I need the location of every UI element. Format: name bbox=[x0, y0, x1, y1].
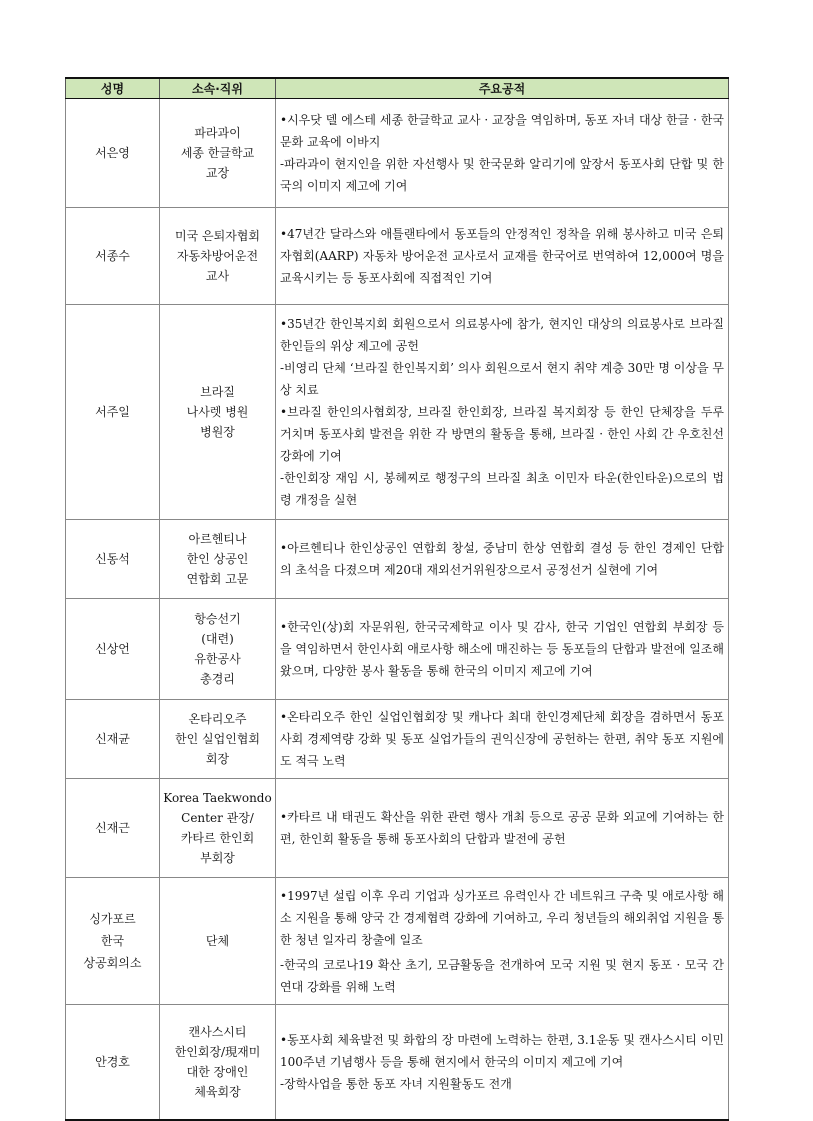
achievement-paragraph: •시우닷 델 에스테 세종 한글학교 교사 · 교장을 역임하며, 동포 자녀 대상 한글 · 한국 문화 교육에 이바지 bbox=[280, 113, 724, 149]
affiliation-line: 한인 상공인 bbox=[186, 552, 249, 566]
table-row bbox=[66, 208, 729, 305]
name-line: 신재균 bbox=[95, 732, 130, 746]
achievement-paragraph: -비영리 단체 ‘브라질 한인복지회’ 의사 회원으로서 현지 취약 계층 30만 명 이상을 무상 치료 bbox=[280, 361, 724, 397]
table-row bbox=[66, 779, 729, 878]
affiliation-line: 아르헨티나 bbox=[188, 532, 247, 546]
achievement-cell bbox=[276, 779, 729, 878]
name-line: 서주일 bbox=[95, 405, 130, 419]
affiliation-line: 캔사스시티 bbox=[188, 1025, 247, 1039]
achievement-paragraph: •한국인(상)회 자문위원, 한국국제학교 이사 및 감사, 한국 기업인 연합회 부회장 등을 역임하면서 한인사회 애로사항 해소에 매진하는 등 동포들의 단합과 발전에 일조해 왔으며, 다양한 봉사 활동을 통해 한국의 이미지 제고에 기여 bbox=[280, 620, 724, 678]
achievement-paragraph: -한인회장 재임 시, 봉헤찌로 행정구의 브라질 최초 이민자 타운(한인타운)으로의 법령 개정을 실현 bbox=[280, 471, 724, 507]
affiliation-line: 나사렛 병원 bbox=[186, 405, 249, 419]
achievement-paragraph: •온타리오주 한인 실업인협회장 및 캐나다 최대 한인경제단체 회장을 겸하면서 동포사회 경제역량 강화 및 동포 실업가들의 권익신장에 공헌하는 한편, 취약 동포 지원에도 적극 노력 bbox=[280, 710, 724, 768]
header-achievements: 주요공적 bbox=[276, 78, 729, 99]
affiliation-line: 카타르 한인회 bbox=[180, 831, 255, 845]
achievement-cell bbox=[276, 1005, 729, 1121]
name-line: 상공회의소 bbox=[83, 956, 142, 970]
achievement-paragraph: -파라과이 현지인을 위한 자선행사 및 한국문화 알리기에 앞장서 동포사회 단합 및 한국의 이미지 제고에 기여 bbox=[280, 157, 724, 193]
name-cell bbox=[66, 520, 160, 599]
achievement-cell bbox=[276, 599, 729, 700]
affiliation-line: 세종 한글학교 bbox=[180, 146, 255, 160]
affiliation-cell bbox=[160, 779, 276, 878]
name-line: 싱가포르 bbox=[89, 912, 136, 926]
affiliation-line: Korea Taekwondo bbox=[163, 791, 272, 805]
achievement-paragraph: •47년간 달라스와 애틀랜타에서 동포들의 안정적인 정착을 위해 봉사하고 미국 은퇴자협회(AARP) 자동차 방어운전 교사로서 교재를 한국어로 번역하여 12,000여 명을 교육시키는 등 동포사회에 직접적인 기여 bbox=[280, 227, 724, 285]
name-cell bbox=[66, 599, 160, 700]
achievement-paragraph: •브라질 한인의사협회장, 브라질 한인회장, 브라질 복지회장 등 한인 단체장을 두루 거치며 동포사회 발전을 위한 각 방면의 활동을 통해, 브라질 · 한인 사회 간 우호친선 강화에 기여 bbox=[280, 405, 724, 463]
achievement-paragraph: •카타르 내 태권도 확산을 위한 관련 행사 개최 등으로 공공 문화 외교에 기여하는 한편, 한인회 활동을 통해 동포사회의 단합과 발전에 공헌 bbox=[280, 810, 724, 846]
affiliation-cell bbox=[160, 99, 276, 208]
affiliation-cell bbox=[160, 700, 276, 779]
achievement-cell bbox=[276, 878, 729, 1005]
affiliation-cell bbox=[160, 599, 276, 700]
achievement-paragraph: •동포사회 체육발전 및 화합의 장 마련에 노력하는 한편, 3.1운동 및 캔사스시티 이민 100주년 기념행사 등을 통해 현지에서 한국의 이미지 제고에 기여 bbox=[280, 1033, 724, 1069]
name-line: 신재근 bbox=[95, 821, 130, 835]
table-row bbox=[66, 878, 729, 1005]
achievement-paragraph: •아르헨티나 한인상공인 연합회 창설, 중남미 한상 연합회 결성 등 한인 경제인 단합의 초석을 다졌으며 제20대 재외선거위원장으로서 공정선거 실현에 기여 bbox=[280, 541, 724, 577]
achievement-cell bbox=[276, 208, 729, 305]
affiliation-cell bbox=[160, 878, 276, 1005]
affiliation-line: 병원장 bbox=[200, 425, 235, 439]
affiliation-line: 대한 장애인 bbox=[186, 1065, 249, 1079]
affiliation-cell bbox=[160, 520, 276, 599]
header-name: 성명 bbox=[66, 78, 160, 99]
name-cell bbox=[66, 208, 160, 305]
affiliation-cell bbox=[160, 208, 276, 305]
table-row bbox=[66, 99, 729, 208]
awardees-table bbox=[65, 77, 729, 1121]
affiliation-line: 유한공사 bbox=[194, 652, 241, 666]
name-line: 신동석 bbox=[95, 552, 130, 566]
affiliation-line: 교장 bbox=[205, 166, 230, 180]
affiliation-line: 회장 bbox=[205, 752, 230, 766]
achievement-paragraph: -한국의 코로나19 확산 초기, 모금활동을 전개하여 모국 지원 및 현지 동포 · 모국 간 연대 강화를 위해 노력 bbox=[280, 957, 724, 994]
affiliation-line: 파라과이 bbox=[194, 126, 241, 140]
affiliation-line: Center 관장/ bbox=[181, 811, 254, 825]
name-cell bbox=[66, 305, 160, 520]
name-line: 서은영 bbox=[95, 146, 130, 160]
affiliation-cell bbox=[160, 305, 276, 520]
affiliation-line: 자동차방어운전 bbox=[176, 249, 259, 263]
affiliation-line: 한인 실업인협회 bbox=[175, 732, 260, 746]
achievement-cell bbox=[276, 520, 729, 599]
name-cell bbox=[66, 1005, 160, 1121]
table-header-row bbox=[66, 78, 729, 99]
achievement-cell bbox=[276, 700, 729, 779]
affiliation-line: 교사 bbox=[205, 269, 230, 283]
affiliation-line: 단체 bbox=[205, 934, 230, 948]
name-cell bbox=[66, 779, 160, 878]
table-row bbox=[66, 520, 729, 599]
affiliation-line: (대련) bbox=[201, 632, 234, 646]
achievement-paragraph: •1997년 설립 이후 우리 기업과 싱가포르 유력인사 간 네트워크 구축 및 애로사항 해소 지원을 통해 양국 간 경제협력 강화에 기여하고, 우리 청년들의 해외취업 지원을 통한 청년 일자리 창출에 일조 bbox=[280, 888, 724, 947]
name-cell bbox=[66, 700, 160, 779]
affiliation-cell bbox=[160, 1005, 276, 1121]
affiliation-line: 항승선기 bbox=[194, 612, 241, 626]
achievement-cell bbox=[276, 305, 729, 520]
affiliation-line: 브라질 bbox=[200, 385, 235, 399]
name-line: 한국 bbox=[100, 934, 125, 948]
affiliation-line: 부회장 bbox=[200, 851, 235, 865]
achievement-cell bbox=[276, 99, 729, 208]
affiliation-line: 연합회 고문 bbox=[186, 572, 249, 586]
header-affiliation: 소속·직위 bbox=[160, 78, 276, 99]
name-cell bbox=[66, 878, 160, 1005]
affiliation-line: 온타리오주 bbox=[188, 712, 247, 726]
table-row bbox=[66, 1005, 729, 1121]
name-cell bbox=[66, 99, 160, 208]
achievement-paragraph: -장학사업을 통한 동포 자녀 지원활동도 전개 bbox=[280, 1077, 512, 1091]
affiliation-line: 한인회장/現재미 bbox=[174, 1045, 261, 1059]
table-row bbox=[66, 700, 729, 779]
table-row bbox=[66, 305, 729, 520]
affiliation-line: 체육회장 bbox=[194, 1085, 241, 1099]
table-row bbox=[66, 599, 729, 700]
affiliation-line: 총경리 bbox=[200, 672, 235, 686]
affiliation-line: 미국 은퇴자협회 bbox=[175, 229, 260, 243]
name-line: 서종수 bbox=[95, 249, 130, 263]
name-line: 신상언 bbox=[95, 642, 130, 656]
achievement-paragraph: •35년간 한인복지회 회원으로서 의료봉사에 참가, 현지인 대상의 의료봉사로 브라질 한인들의 위상 제고에 공헌 bbox=[280, 317, 724, 353]
name-line: 안경호 bbox=[95, 1055, 130, 1069]
